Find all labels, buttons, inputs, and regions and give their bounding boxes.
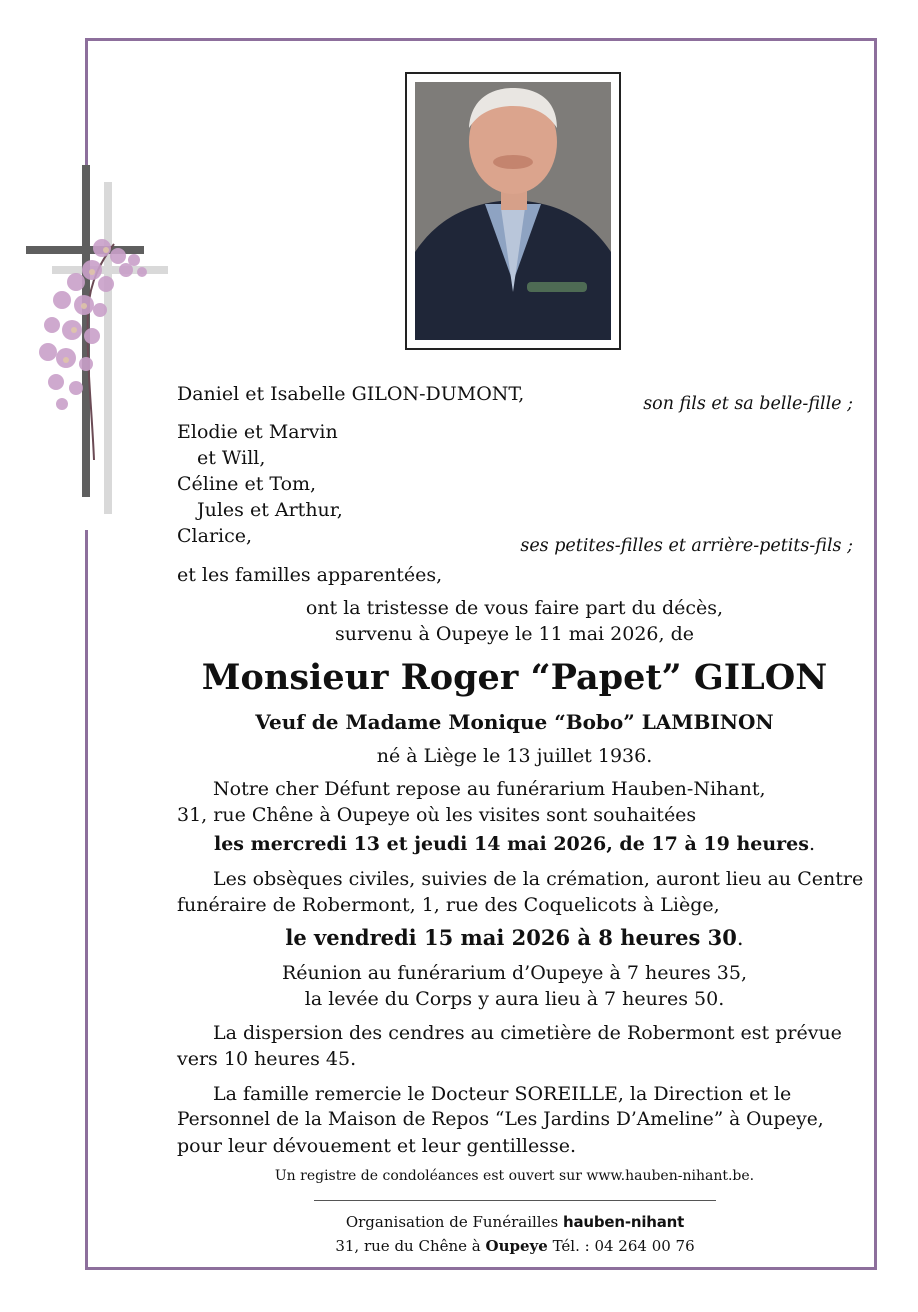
announce-line: survenu à Oupeye le 11 mai 2026, de — [334, 623, 695, 645]
grandchild-line: Jules et Arthur, — [197, 499, 343, 521]
footer-address: 31, rue du Chêne à Oupeye Tél. : 04 264 00 76 — [335, 1237, 695, 1255]
portrait-frame — [405, 72, 621, 350]
thanks-line: La famille remercie le Docteur SOREILLE, la Direction et le — [213, 1083, 792, 1105]
thanks-line: pour leur dévouement et leur gentillesse. — [177, 1135, 577, 1157]
brand-logo: hauben-nihant — [562, 1213, 685, 1231]
deceased-name: Monsieur Roger “Papet” GILON — [201, 657, 828, 698]
visits-line: 31, rue Chêne à Oupeye où les visites sont souhaitées — [177, 804, 697, 826]
footer-divider — [314, 1200, 716, 1201]
family-line-son: Daniel et Isabelle GILON-DUMONT, — [177, 383, 525, 405]
registry-note: Un registre de condoléances est ouvert sur www.hauben-nihant.be. — [274, 1168, 755, 1184]
thanks-line: Personnel de la Maison de Repos “Les Jardins D’Ameline” à Oupeye, — [177, 1109, 824, 1130]
relation-son: son fils et sa belle-fille ; — [643, 394, 853, 414]
grandchild-line: Elodie et Marvin — [177, 421, 338, 443]
grandchild-line: Clarice, — [177, 525, 253, 547]
birth-line: né à Liège le 13 juillet 1936. — [376, 745, 653, 767]
visits-dates: les mercredi 13 et jeudi 14 mai 2026, de 17 à 19 heures — [213, 833, 809, 855]
grandchild-line: Céline et Tom, — [177, 473, 317, 495]
cross-with-flowers-icon — [22, 160, 172, 525]
announce-line: ont la tristesse de vous faire part du décès, — [305, 597, 724, 619]
portrait-photo — [415, 82, 611, 340]
widow-line: Veuf de Madame Monique “Bobo” LAMBINON — [255, 710, 774, 734]
footer-org: Organisation de Funérailles hauben-nihant — [345, 1213, 685, 1231]
ceremony-line: funéraire de Robermont, 1, rue des Coquelicots à Liège, — [177, 894, 720, 916]
ceremony-date: le vendredi 15 mai 2026 à 8 heures 30 — [285, 925, 737, 950]
visits-line: Notre cher Défunt repose au funérarium Hauben-Nihant, — [213, 778, 766, 800]
relation-grandchildren: ses petites-filles et arrière-petits-fils ; — [520, 536, 853, 556]
ceremony-line: Les obsèques civiles, suivies de la crémation, auront lieu au Centre — [213, 868, 864, 890]
family-others: et les familles apparentées, — [177, 564, 443, 586]
meeting-line: Réunion au funérarium d’Oupeye à 7 heures 35, — [281, 962, 748, 984]
dispersion-line: vers 10 heures 45. — [177, 1048, 357, 1070]
dispersion-line: La dispersion des cendres au cimetière de Robermont est prévue — [213, 1022, 842, 1044]
grandchild-line: et Will, — [197, 447, 266, 469]
meeting-line: la levée du Corps y aura lieu à 7 heures 50. — [304, 988, 725, 1010]
